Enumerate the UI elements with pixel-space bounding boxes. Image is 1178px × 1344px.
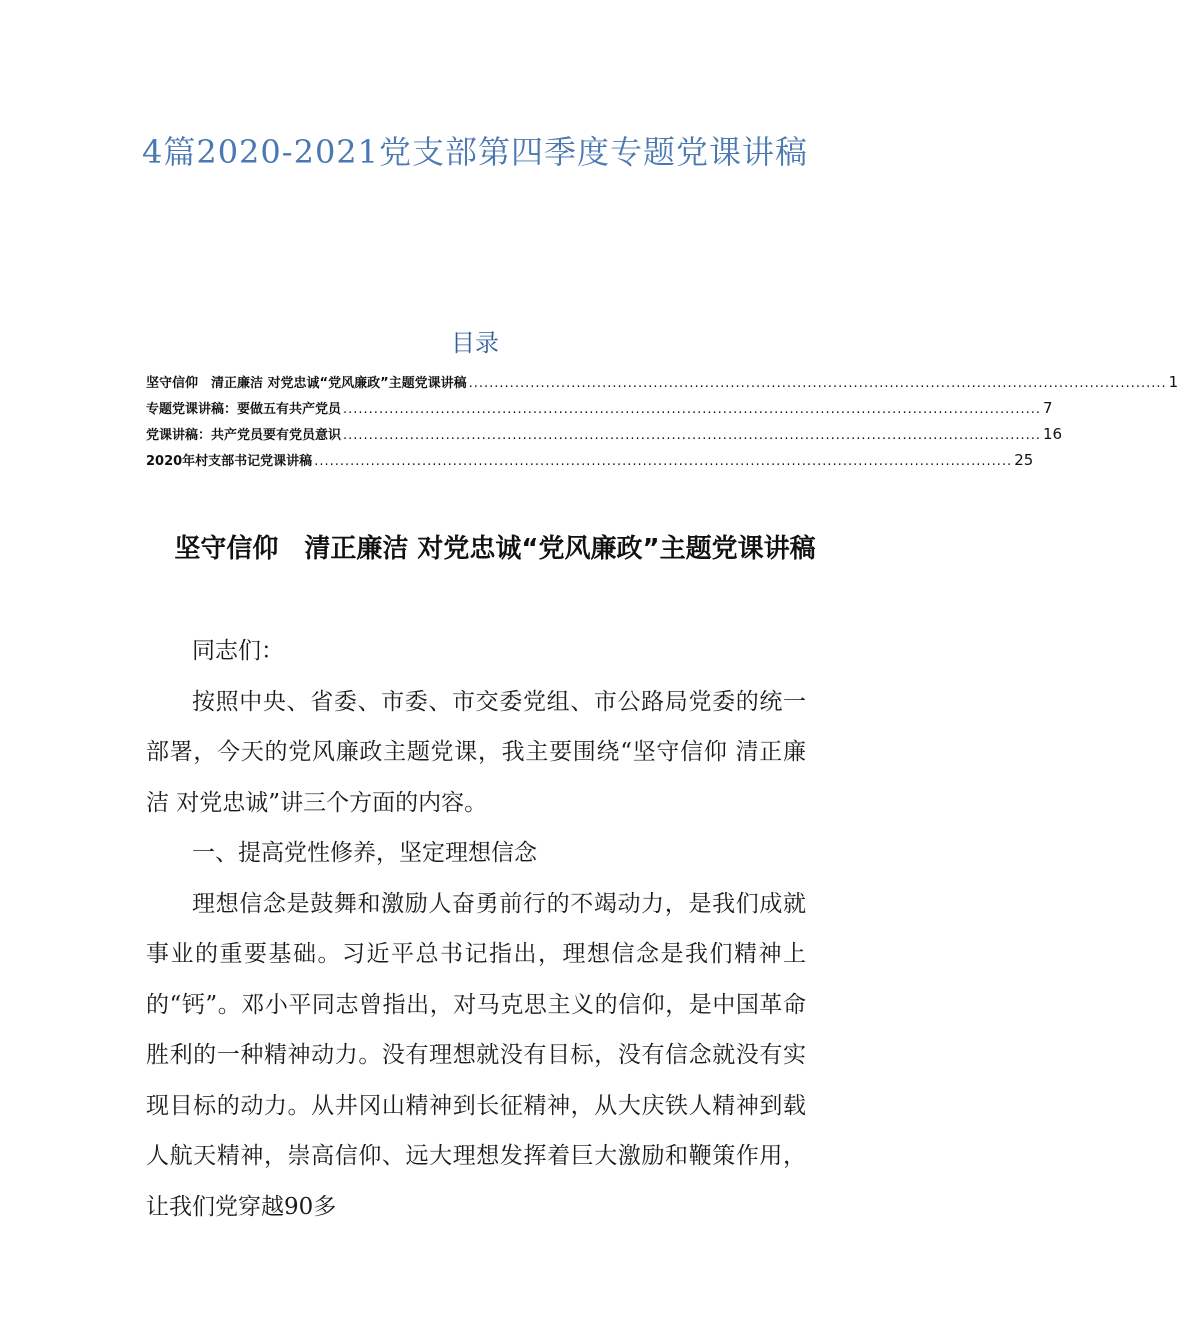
toc-entry-page: 25 <box>1014 451 1034 469</box>
body-paragraph: 按照中央、省委、市委、市交委党组、市公路局党委的统一部署，今天的党风廉政主题党课，我主要围绕“坚守信仰 清正廉洁 对党忠诚”讲三个方面的内容。 <box>146 688 806 816</box>
toc-leader-dots: ........................................................................................................................................ <box>343 428 1042 443</box>
article-title: 坚守信仰 清正廉洁 对党忠诚“党风廉政”主题党课讲稿 <box>174 534 816 564</box>
toc-leader-dots: ........................................................................................................................................ <box>468 376 1167 391</box>
salutation: 同志们： <box>192 638 284 664</box>
toc-heading: 目录 <box>451 329 499 357</box>
toc-entry[interactable] <box>146 424 1063 450</box>
toc-entry[interactable] <box>146 398 1053 424</box>
toc-entry-title: 2020年村支部书记党课讲稿 <box>146 454 313 469</box>
toc-entry[interactable] <box>146 372 1178 398</box>
toc-entry-title: 党课讲稿：共产党员要有党员意识 <box>146 428 342 443</box>
table-of-contents <box>146 372 1178 476</box>
toc-leader-dots: ........................................................................................................................................ <box>314 454 1013 469</box>
body-paragraph: 理想信念是鼓舞和激励人奋勇前行的不竭动力，是我们成就事业的重要基础。习近平总书记指出，理想信念是我们精神上的“钙”。邓小平同志曾指出，对马克思主义的信仰，是中国革命胜利的一种精神动力。没有理想就没有目标，没有信念就没有实现目标的动力。从井冈山精神到长征精神，从大庆铁人精神到载人航天精神，崇高信仰、远大理想发挥着巨大激励和鞭策作用，让我们党穿越90多 <box>146 890 806 1220</box>
toc-entry-title: 专题党课讲稿：要做五有共产党员 <box>146 402 342 417</box>
toc-entry-title: 坚守信仰 清正廉洁 对党忠诚“党风廉政”主题党课讲稿 <box>146 376 467 391</box>
article-body <box>146 626 806 1232</box>
document-title: 4篇2020-2021党支部第四季度专题党课讲稿 <box>141 133 809 171</box>
toc-entry-page: 7 <box>1043 399 1053 417</box>
section-heading: 一、提高党性修养，坚定理想信念 <box>192 840 537 866</box>
toc-entry-page: 1 <box>1168 373 1178 391</box>
toc-leader-dots: ........................................................................................................................................ <box>343 402 1042 417</box>
toc-entry[interactable] <box>146 450 1034 476</box>
toc-entry-page: 16 <box>1043 425 1063 443</box>
